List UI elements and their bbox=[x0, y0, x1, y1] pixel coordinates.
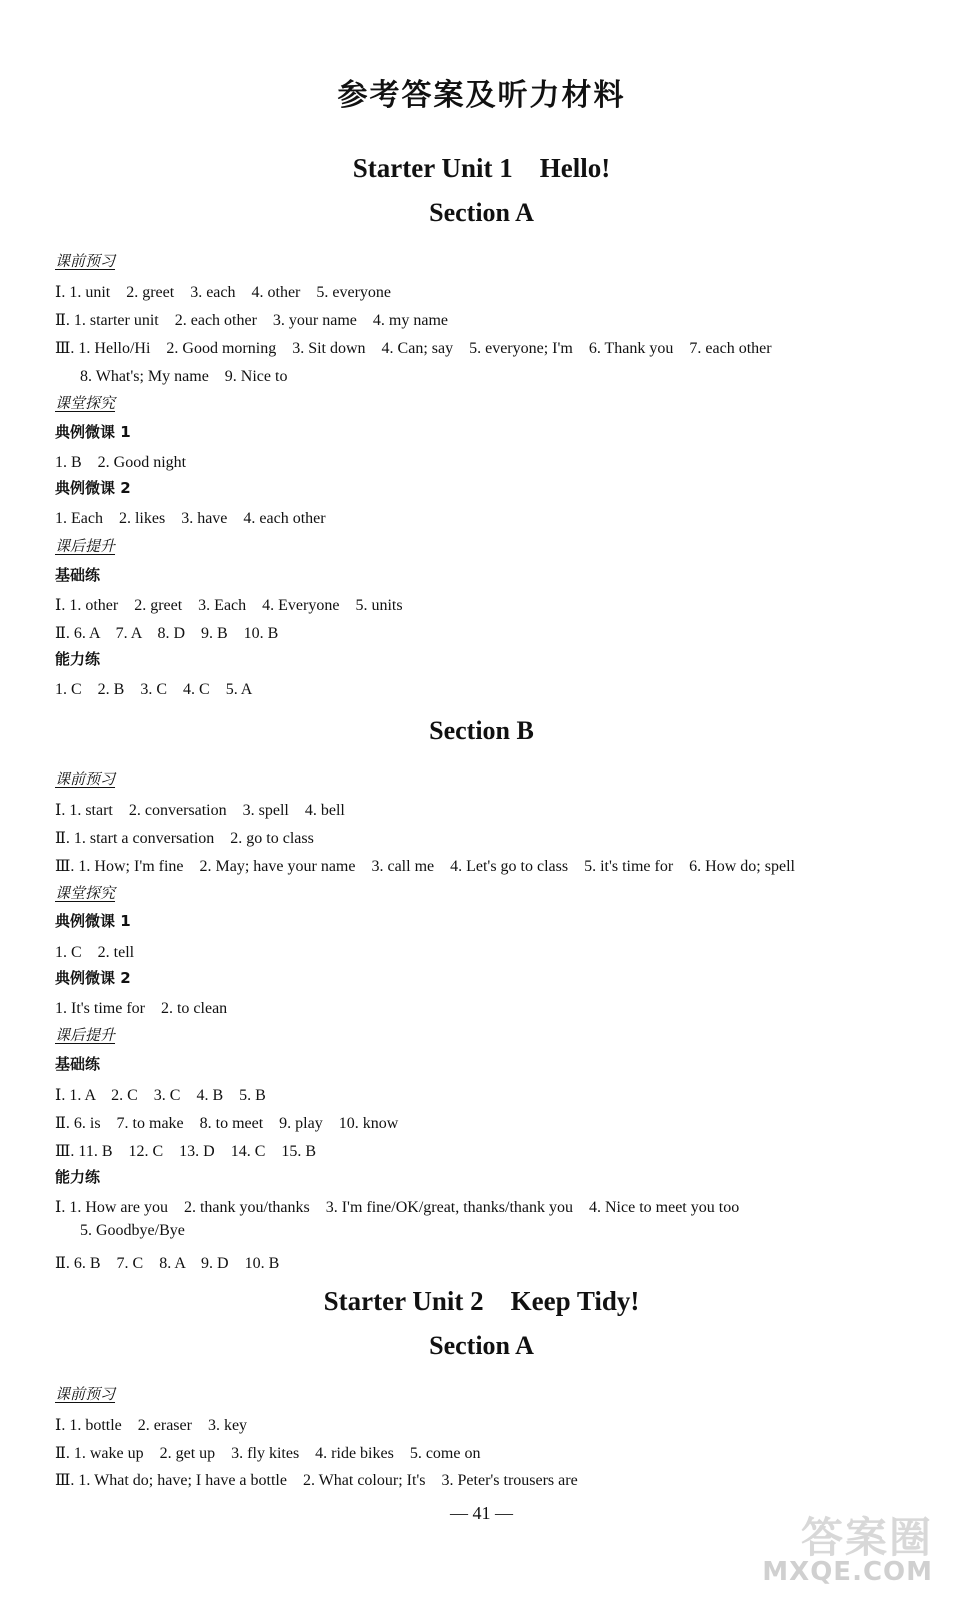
unit2-title: Starter Unit 2 Keep Tidy! bbox=[323, 1286, 640, 1316]
u1a-example2-label: 典例微课 2 bbox=[55, 479, 131, 497]
u1b-basic-line: Ⅰ. 1. A 2. C 3. C 4. B 5. B bbox=[55, 1087, 266, 1104]
u1b-explore-label: 课堂探究 bbox=[55, 884, 116, 902]
u1b-ability-label: 能力练 bbox=[55, 1168, 101, 1186]
u1a-preview-line: Ⅰ. 1. unit 2. greet 3. each 4. other 5. everyone bbox=[55, 284, 392, 301]
u1b-preview-line: Ⅱ. 1. start a conversation 2. go to class bbox=[55, 830, 314, 847]
u1a-example1-label: 典例微课 1 bbox=[55, 423, 131, 441]
u1a-basic-label: 基础练 bbox=[55, 566, 101, 584]
u1a-basic-line: Ⅱ. 6. A 7. A 8. D 9. B 10. B bbox=[55, 625, 279, 642]
u1a-explore-label: 课堂探究 bbox=[55, 394, 116, 412]
u1b-preview-line: Ⅰ. 1. start 2. conversation 3. spell 4. bell bbox=[55, 802, 345, 819]
u1b-ability-line: 5. Goodbye/Bye bbox=[80, 1222, 185, 1239]
unit2-section-a-title: Section A bbox=[429, 1331, 534, 1360]
u2a-preview-line: Ⅰ. 1. bottle 2. eraser 3. key bbox=[55, 1417, 248, 1434]
unit1-section-a-title: Section A bbox=[429, 198, 534, 227]
u1b-ability-line: Ⅱ. 6. B 7. C 8. A 9. D 10. B bbox=[55, 1255, 280, 1272]
u1b-basic-label: 基础练 bbox=[55, 1055, 101, 1073]
u1b-example2-label: 典例微课 2 bbox=[55, 969, 131, 987]
u1b-preview-label: 课前预习 bbox=[55, 770, 116, 788]
u1a-example1-answer: 1. B 2. Good night bbox=[55, 454, 187, 471]
watermark-logo bbox=[743, 1505, 933, 1585]
u1a-preview-line: Ⅱ. 1. starter unit 2. each other 3. your name 4. my name bbox=[55, 312, 448, 329]
unit1-title: Starter Unit 1 Hello! bbox=[352, 153, 611, 183]
u1b-example2-answer: 1. It's time for 2. to clean bbox=[55, 1000, 228, 1017]
u1a-example2-answer: 1. Each 2. likes 3. have 4. each other bbox=[55, 510, 326, 527]
u1a-basic-line: Ⅰ. 1. other 2. greet 3. Each 4. Everyone 5. units bbox=[55, 597, 403, 614]
u2a-preview-label: 课前预习 bbox=[55, 1385, 116, 1403]
u2a-preview-line: Ⅲ. 1. What do; have; I have a bottle 2. What colour; It's 3. Peter's trousers are bbox=[55, 1472, 578, 1489]
u1b-after-label: 课后提升 bbox=[55, 1026, 116, 1044]
u1a-preview-line: 8. What's; My name 9. Nice to bbox=[80, 368, 288, 385]
u1a-preview-label: 课前预习 bbox=[55, 252, 116, 270]
watermark-text: 答案圈 bbox=[800, 1513, 933, 1562]
u1b-preview-line: Ⅲ. 1. How; I'm fine 2. May; have your name 3. call me 4. Let's go to class 5. it's time for 6. How do; spell bbox=[55, 858, 795, 875]
u1a-preview-line: Ⅲ. 1. Hello/Hi 2. Good morning 3. Sit down 4. Can; say 5. everyone; I'm 6. Thank you 7. each other bbox=[55, 340, 772, 357]
page-title: 参考答案及听力材料 bbox=[337, 78, 626, 113]
unit1-section-b-title: Section B bbox=[429, 716, 534, 745]
u1a-ability-label: 能力练 bbox=[55, 650, 101, 668]
u2a-preview-line: Ⅱ. 1. wake up 2. get up 3. fly kites 4. ride bikes 5. come on bbox=[55, 1445, 481, 1462]
u1b-example1-answer: 1. C 2. tell bbox=[55, 944, 135, 961]
u1a-after-label: 课后提升 bbox=[55, 537, 116, 555]
watermark-url: MXQE.COM bbox=[762, 1557, 933, 1587]
u1b-basic-line: Ⅱ. 6. is 7. to make 8. to meet 9. play 10. know bbox=[55, 1115, 399, 1132]
u1b-example1-label: 典例微课 1 bbox=[55, 912, 131, 930]
u1a-ability-line: 1. C 2. B 3. C 4. C 5. A bbox=[55, 681, 253, 698]
u1b-basic-line: Ⅲ. 11. B 12. C 13. D 14. C 15. B bbox=[55, 1143, 317, 1160]
page-number: — 41 — bbox=[450, 1503, 513, 1523]
u1b-ability-line: Ⅰ. 1. How are you 2. thank you/thanks 3. I'm fine/OK/great, thanks/thank you 4. Nice to meet you too bbox=[55, 1199, 740, 1216]
